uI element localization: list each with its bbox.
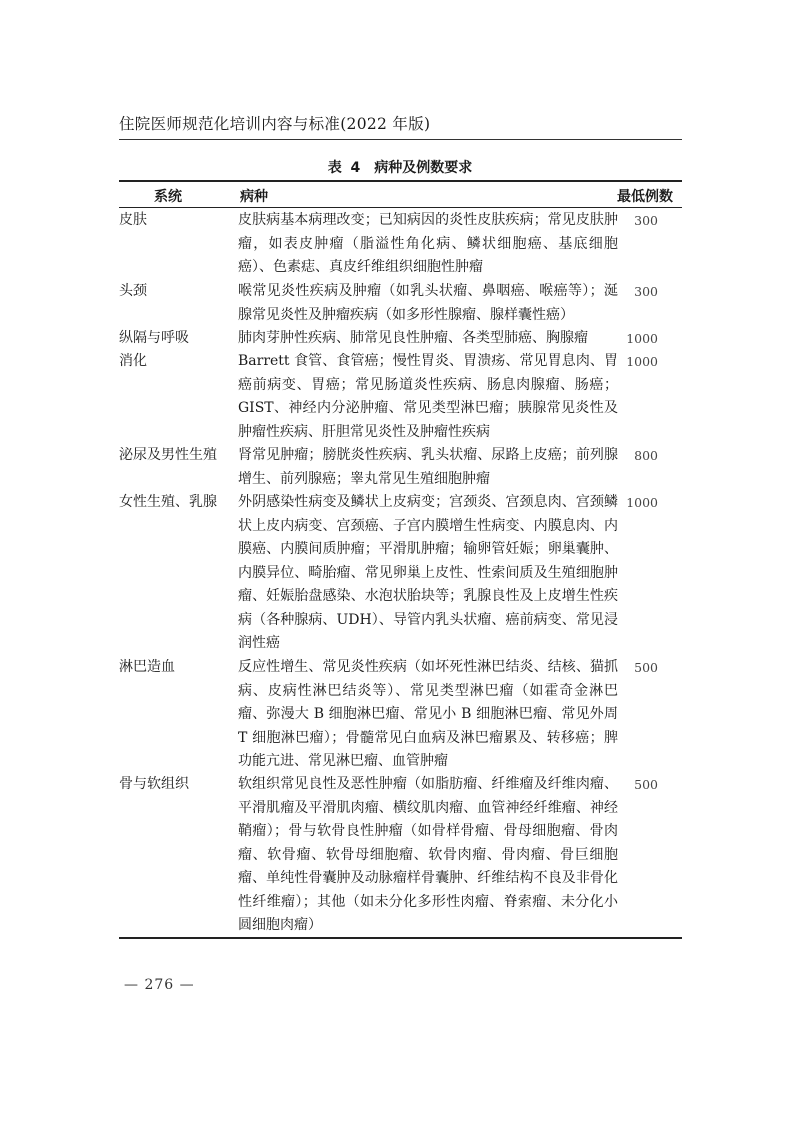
running-header-title: 住院医师规范化培训内容与标准(2022 年版)	[119, 115, 431, 133]
header-divider	[119, 139, 682, 140]
row-system: 消化	[119, 353, 147, 369]
page-number: — 276 —	[124, 977, 195, 993]
table-header-rule	[119, 207, 682, 208]
row-system: 头颈	[119, 283, 147, 299]
row-diseases: 外阴感染性病变及鳞状上皮病变；宫颈炎、宫颈息肉、宫颈鳞状上皮内病变、宫颈癌、子宫内膜增生性病变、内膜息肉、内膜癌、内膜间质肿瘤；平滑肌肿瘤；输卵管妊娠；卵巢囊肿、内膜异位、畸胎瘤、常见卵巢上皮性、性索间质及生殖细胞肿瘤、妊娠胎盘感染、水泡状胎块等；乳腺良性及上皮增生性疾病（各种腺病、UDH）、导管内乳头状瘤、癌前病变、常见浸润性癌	[238, 494, 618, 651]
row-system: 女性生殖、乳腺	[119, 494, 217, 510]
row-min-count: 800	[634, 448, 658, 463]
row-diseases: 反应性增生、常见炎性疾病（如坏死性淋巴结炎、结核、猫抓病、皮病性淋巴结炎等）、常见类型淋巴瘤（如霍奇金淋巴瘤、弥漫大 B 细胞淋巴瘤、常见小 B 细胞淋巴瘤、常见外周 T 细胞淋巴瘤）；骨髓常见白血病及淋巴瘤累及、转移癌；脾功能亢进、常见淋巴瘤、血管肿瘤	[238, 659, 618, 769]
row-diseases: 喉常见炎性疾病及肿瘤（如乳头状瘤、鼻咽癌、喉癌等）；涎腺常见炎性及肿瘤疾病（如多形性腺瘤、腺样囊性癌）	[238, 283, 618, 323]
row-system: 纵隔与呼吸	[119, 330, 189, 346]
row-min-count: 500	[634, 660, 658, 675]
row-min-count: 500	[634, 777, 658, 792]
row-diseases: Barrett 食管、食管癌；慢性胃炎、胃溃疡、常见胃息肉、胃癌前病变、胃癌；常见肠道炎性疾病、肠息肉腺瘤、肠癌；GIST、神经内分泌肿瘤、常见类型淋巴瘤；胰腺常见炎性及肿瘤性疾病、肝胆常见炎性及肿瘤性疾病	[238, 353, 618, 440]
row-min-count: 300	[634, 213, 658, 228]
column-header-system: 系统	[154, 189, 182, 205]
row-system: 皮肤	[119, 212, 147, 228]
row-diseases: 软组织常见良性及恶性肿瘤（如脂肪瘤、纤维瘤及纤维肉瘤、平滑肌瘤及平滑肌肉瘤、横纹肌肉瘤、血管神经纤维瘤、神经鞘瘤）；骨与软骨良性肿瘤（如骨样骨瘤、骨母细胞瘤、骨肉瘤、软骨瘤、软骨母细胞瘤、软骨肉瘤、骨肉瘤、骨巨细胞瘤、单纯性骨囊肿及动脉瘤样骨囊肿、纤维结构不良及非骨化性纤维瘤）；其他（如未分化多形性肉瘤、脊索瘤、未分化小圆细胞肉瘤）	[238, 776, 618, 933]
row-system: 淋巴造血	[119, 659, 175, 675]
row-min-count: 1000	[626, 495, 658, 510]
row-system: 骨与软组织	[119, 776, 189, 792]
row-min-count: 300	[634, 284, 658, 299]
table-bottom-rule	[119, 937, 682, 939]
column-header-disease: 病种	[240, 189, 268, 205]
row-min-count: 1000	[626, 354, 658, 369]
table-top-rule	[119, 180, 682, 182]
row-diseases: 肾常见肿瘤；膀胱炎性疾病、乳头状瘤、尿路上皮癌；前列腺增生、前列腺癌；睾丸常见生殖细胞肿瘤	[238, 447, 618, 487]
table-caption: 表 4 病种及例数要求	[327, 160, 473, 176]
row-diseases: 皮肤病基本病理改变；已知病因的炎性皮肤疾病；常见皮肤肿瘤，如表皮肿瘤（脂溢性角化病、鳞状细胞癌、基底细胞癌）、色素痣、真皮纤维组织细胞性肿瘤	[238, 212, 618, 275]
row-min-count: 1000	[626, 331, 658, 346]
row-diseases: 肺肉芽肿性疾病、肺常见良性肿瘤、各类型肺癌、胸腺瘤	[238, 330, 588, 346]
row-system: 泌尿及男性生殖	[119, 447, 217, 463]
column-header-min-count: 最低例数	[617, 189, 673, 205]
